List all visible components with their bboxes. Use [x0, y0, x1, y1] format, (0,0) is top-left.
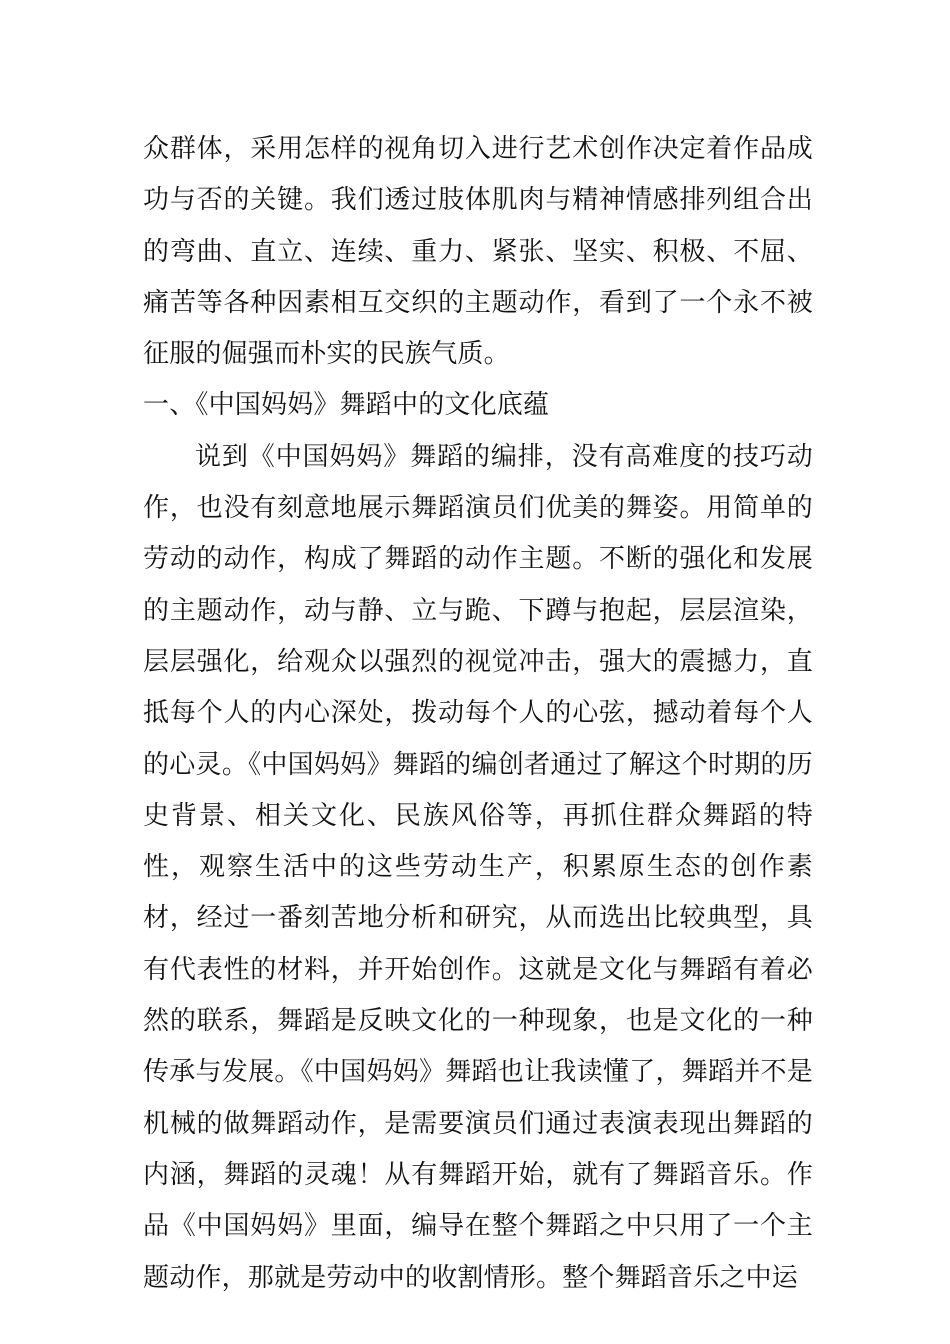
section-heading: 一、《中国妈妈》舞蹈中的文化底蕴 — [143, 390, 550, 421]
body-paragraph: 说到《中国妈妈》舞蹈的编排，没有高难度的技巧动作，也没有刻意地展示舞蹈演员们优美的舞姿。用简单的劳动的动作，构成了舞蹈的动作主题。不断的强化和发展的主题动作，动与静、立与跪、下蹲与抱起，层层渲染，层层强化，给观众以强烈的视觉冲击，强大的震撼力，直抵每个人的内心深处，拨动每个人的心弦，撼动着每个人的心灵。《中国妈妈》舞蹈的编创者通过了解这个时期的历史背景、相关文化、民族风俗等，再抓住群众舞蹈的特性，观察生活中的这些劳动生产，积累原生态的创作素材，经过一番刻苦地分析和研究，从而选出比较典型，具有代表性的材料，并开始创作。这就是文化与舞蹈有着必然的联系，舞蹈是反映文化的一种现象，也是文化的一种传承与发展。《中国妈妈》舞蹈也让我读懂了，舞蹈并不是机械的做舞蹈动作，是需要演员们通过表演表现出舞蹈的内涵，舞蹈的灵魂！从有舞蹈开始，就有了舞蹈音乐。作品《中国妈妈》里面，编导在整个舞蹈之中只用了一个主题动作，那就是劳动中的收割情形。整个舞蹈音乐之中运 — [143, 441, 813, 1293]
document-body — [143, 124, 813, 1304]
continuation-paragraph: 众群体，采用怎样的视角切入进行艺术创作决定着作品成功与否的关键。我们透过肢体肌肉与精神情感排列组合出的弯曲、直立、连续、重力、紧张、坚实、积极、不屈、痛苦等各种因素相互交织的主题动作，看到了一个永不被征服的倔强而朴实的民族气质。 — [143, 134, 813, 370]
